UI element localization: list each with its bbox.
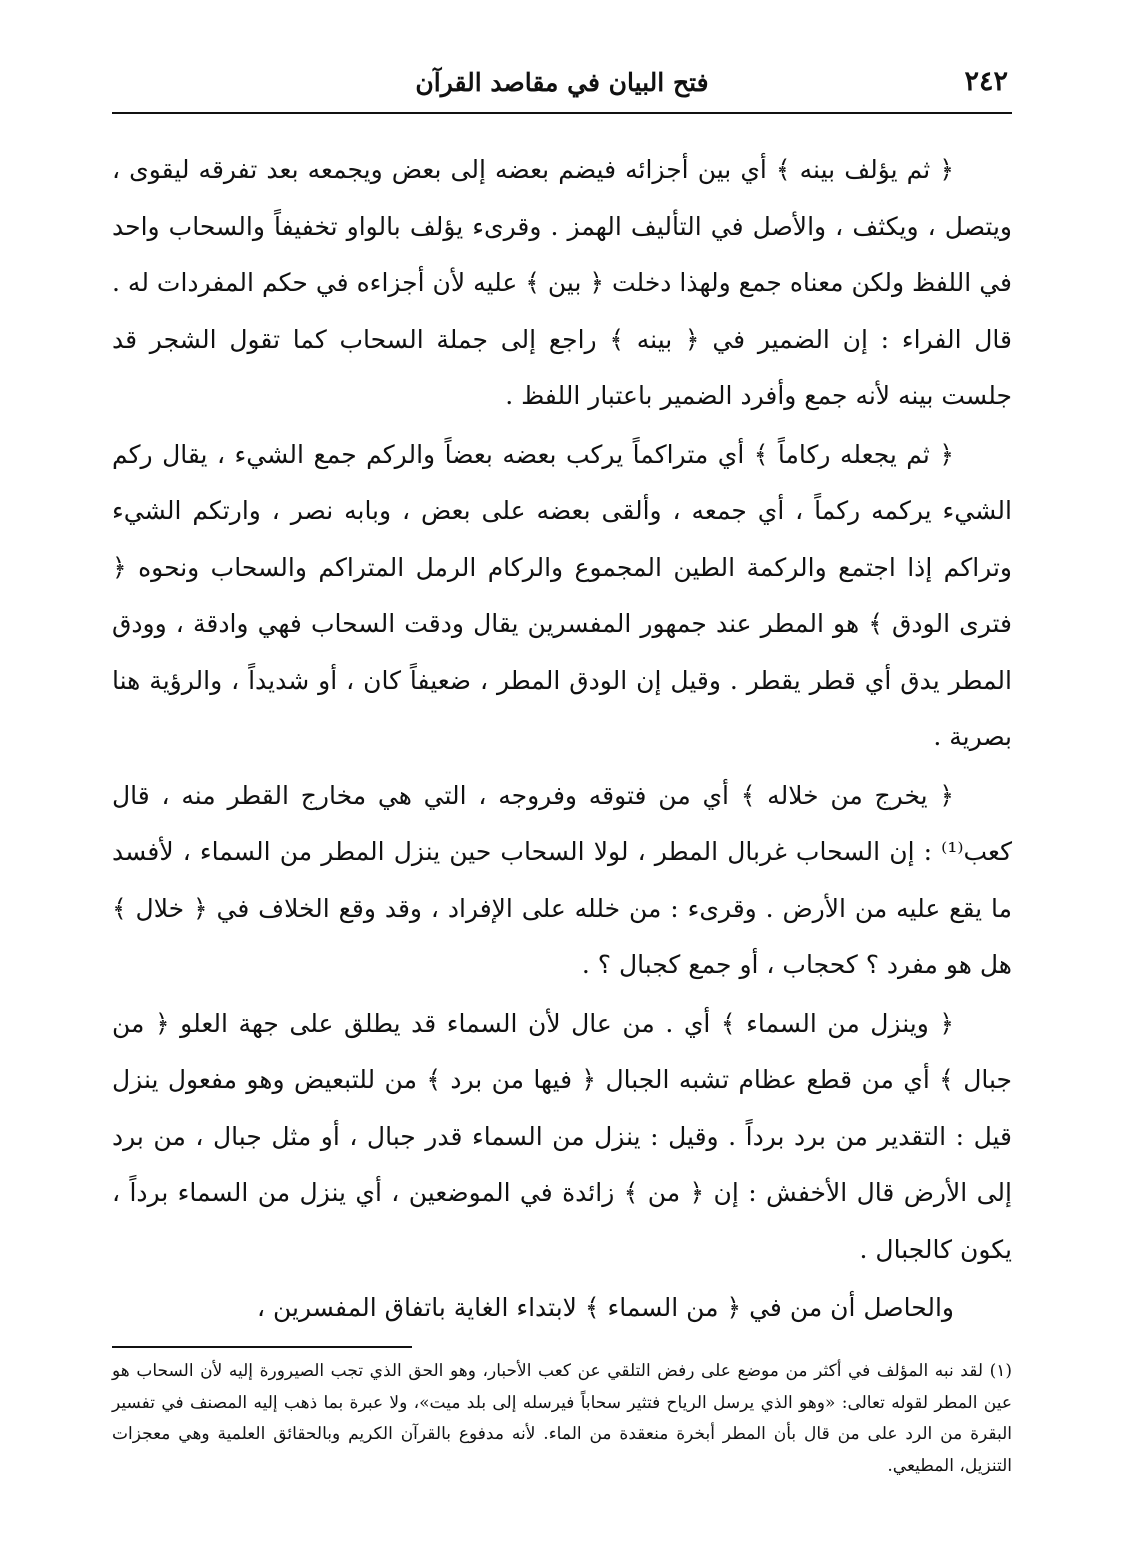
- footnote: (١) لقد نبه المؤلف في أكثر من موضع على رفض التلقي عن كعب الأحبار، وهو الحق الذي تجب الصيرورة إليه لأن السحاب هو عين المطر لقوله تعالى: «وهو الذي يرسل الرياح فتثير سحاباً فيرسله إلى بلد ميت»، ولا عبرة بما ذهب إليه المصنف في تفسير البقرة من الرد على من قال بأن المطر أبخرة منعقدة من الماء. لأنه مدفوع بالقرآن الكريم وبالحقائق العلمية وهي معجزات التنزيل، المطيعي.: [112, 1361, 1012, 1476]
- main-text: [112, 142, 1012, 1337]
- book-page: [112, 56, 1012, 1506]
- footnote-divider: [112, 1346, 412, 1348]
- paragraph: ﴿ يخرج من خلاله ﴾ أي من فتوقه وفروجه ، التي هي مخارج القطر منه ، قال كعب⁽¹⁾ : إن السحاب غربال المطر ، لولا السحاب حين ينزل المطر من السماء ، لأفسد ما يقع عليه من الأرض . وقرىء : من خلله على الإفراد ، وقد وقع الخلاف في ﴿ خلال ﴾ هل هو مفرد ؟ كحجاب ، أو جمع كجبال ؟ .: [112, 780, 1012, 979]
- paragraph: والحاصل أن من في ﴿ من السماء ﴾ لابتداء الغاية باتفاق المفسرين ،: [256, 1293, 954, 1322]
- page-number: ٢٤٢: [964, 66, 1008, 97]
- running-title: فتح البيان في مقاصد القرآن: [415, 68, 709, 97]
- paragraph: ﴿ ثم يجعله ركاماً ﴾ أي متراكماً يركب بعضه بعضاً والركم جمع الشيء ، يقال ركم الشيء يركمه ركماً ، أي جمعه ، وألقى بعضه على بعض ، وبابه نصر ، وارتكم الشيء وتراكم إذا اجتمع والركمة الطين المجموع والركام الرمل المتراكم والسحاب ونحوه ﴿ فترى الودق ﴾ هو المطر عند جمهور المفسرين يقال ودقت السحاب فهي وادقة ، وودق المطر يدق أي قطر يقطر . وقيل إن الودق المطر ، ضعيفاً كان ، أو شديداً ، والرؤية هنا بصرية .: [112, 439, 1012, 751]
- running-header: [112, 56, 1012, 114]
- paragraph: ﴿ ثم يؤلف بينه ﴾ أي بين أجزائه فيضم بعضه إلى بعض ويجمعه بعد تفرقه ليقوى ، ويتصل ، ويكثف ، والأصل في التأليف الهمز . وقرىء يؤلف بالواو تخفيفاً والسحاب واحد في اللفظ ولكن معناه جمع ولهذا دخلت ﴿ بين ﴾ عليه لأن أجزاءه في حكم المفردات له . قال الفراء : إن الضمير في ﴿ بينه ﴾ راجع إلى جملة السحاب كما تقول الشجر قد جلست بينه لأنه جمع وأفرد الضمير باعتبار اللفظ .: [112, 155, 1012, 410]
- paragraph: ﴿ وينزل من السماء ﴾ أي . من عال لأن السماء قد يطلق على جهة العلو ﴿ من جبال ﴾ أي من قطع عظام تشبه الجبال ﴿ فيها من برد ﴾ من للتبعيض وهو مفعول ينزل قيل : التقدير من برد برداً . وقيل : ينزل من السماء قدر جبال ، أو مثل جبال ، من برد إلى الأرض قال الأخفش : إن ﴿ من ﴾ زائدة في الموضعين ، أي ينزل من السماء برداً ، يكون كالجبال .: [112, 1008, 1012, 1264]
